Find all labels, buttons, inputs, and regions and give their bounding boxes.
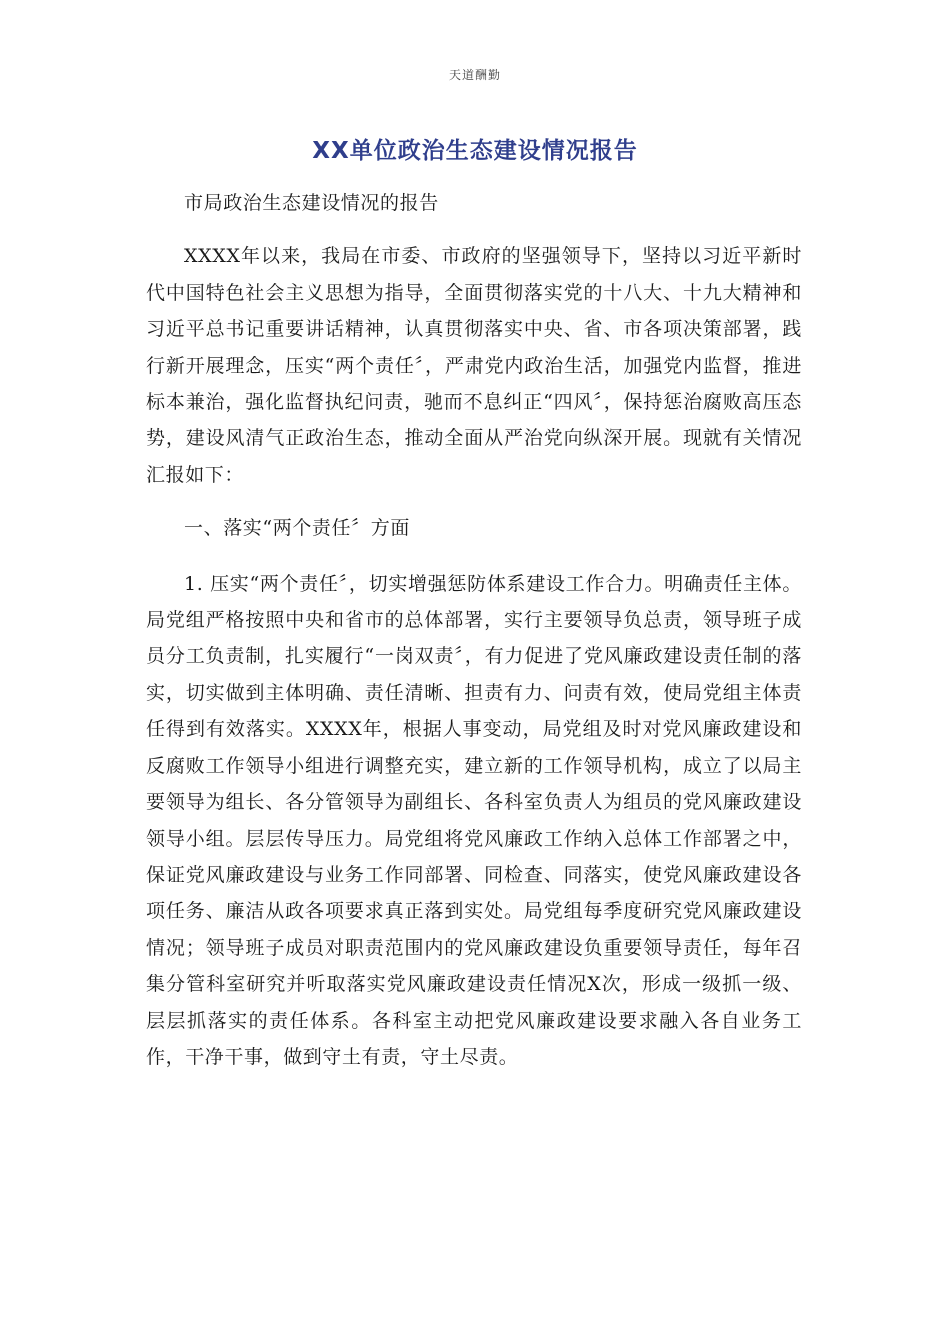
document-body: [146, 185, 802, 1075]
report-subtitle: 市局政治生态建设情况的报告: [184, 192, 439, 214]
section-paragraph: 1. 压实“两个责任〞，切实增强惩防体系建设工作合力。明确责任主体。局党组严格按照中央和省市的总体部署，实行主要领导负总责，领导班子成员分工负责制，扎实履行“一岗双责〞，有力促进了党风廉政建设责任制的落实，切实做到主体明确、责任清晰、担责有力、问责有效，使局党组主体责任得到有效落实。XXXX年，根据人事变动，局党组及时对党风廉政建设和反腐败工作领导小组进行调整充实，建立新的工作领导机构，成立了以局主要领导为组长、各分管领导为副组长、各科室负责人为组员的党风廉政建设领导小组。层层传导压力。局党组将党风廉政工作纳入总体工作部署之中，保证党风廉政建设与业务工作同部署、同检查、同落实，使党风廉政建设各项任务、廉洁从政各项要求真正落到实处。局党组每季度研究党风廉政建设情况；领导班子成员对职责范围内的党风廉政建设负重要领导责任，每年召集分管科室研究并听取落实党风廉政建设责任情况X次，形成一级抓一级、层层抓落实的责任体系。各科室主动把党风廉政建设要求融入各自业务工作，干净干事，做到守土有责，守土尽责。: [146, 572, 802, 1068]
section-heading: 一、落实“两个责任〞方面: [184, 517, 410, 540]
intro-paragraph: XXXX年以来，我局在市委、市政府的坚强领导下，坚持以习近平新时代中国特色社会主义思想为指导，全面贯彻落实党的十八大、十九大精神和习近平总书记重要讲话精神，认真贯彻落实中央、省、市各项决策部署，践行新开展理念，压实“两个责任〞，严肃党内政治生活，加强党内监督，推进标本兼治，强化监督执纪问责，驰而不息纠正“四风〞，保持惩治腐败高压态势，建设风清气正政治生态，推动全面从严治党向纵深开展。现就有关情况汇报如下：: [146, 245, 802, 486]
page-header: 天道酬勤: [448, 68, 501, 82]
document-title: XX单位政治生态建设情况报告: [312, 138, 638, 164]
